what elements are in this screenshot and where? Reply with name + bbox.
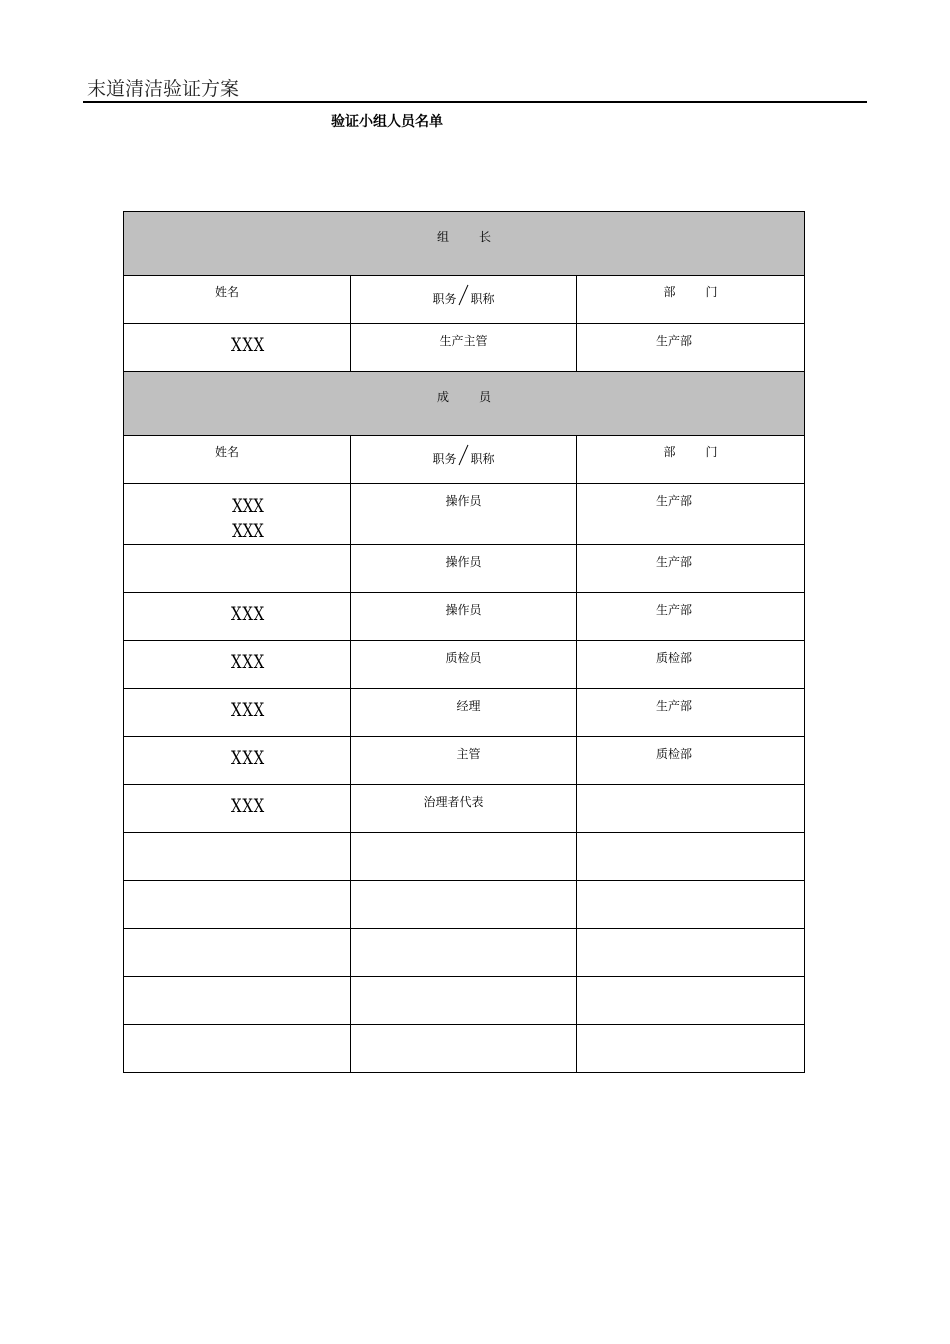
member-dept-cell bbox=[577, 737, 805, 785]
member-dept: 生产部 bbox=[656, 494, 693, 508]
table-row bbox=[124, 929, 805, 977]
member-name-cell bbox=[124, 689, 351, 737]
member-name bbox=[168, 833, 327, 843]
member-name-cell bbox=[124, 484, 351, 545]
member-name: XXX bbox=[230, 747, 266, 769]
leader-section-row bbox=[124, 212, 805, 276]
slash-divider bbox=[457, 286, 471, 306]
leader-column-header-row bbox=[124, 276, 805, 324]
leader-dept-cell bbox=[577, 324, 805, 372]
member-dept-cell bbox=[577, 689, 805, 737]
leader-name-cell bbox=[124, 324, 351, 372]
member-dept bbox=[577, 1025, 771, 1033]
member-role-cell bbox=[351, 641, 577, 689]
member-dept bbox=[577, 881, 771, 889]
column-header-name-label: 姓名 bbox=[214, 445, 239, 459]
leader-role: 生产主管 bbox=[439, 334, 488, 348]
member-dept: 生产部 bbox=[656, 603, 693, 617]
table-row bbox=[124, 545, 805, 593]
member-role-cell bbox=[351, 833, 577, 881]
member-role-cell bbox=[351, 689, 577, 737]
table-row bbox=[124, 641, 805, 689]
member-role-cell bbox=[351, 484, 577, 545]
member-name-cell bbox=[124, 929, 351, 977]
member-dept-cell bbox=[577, 833, 805, 881]
leader-section-cell bbox=[124, 212, 805, 276]
member-name: XXX bbox=[230, 699, 266, 721]
member-name-cell bbox=[124, 737, 351, 785]
column-header-name bbox=[124, 276, 351, 324]
member-role-cell bbox=[351, 1025, 577, 1073]
table-row bbox=[124, 593, 805, 641]
leader-role-cell bbox=[351, 324, 577, 372]
member-dept: 质检部 bbox=[656, 651, 693, 665]
slash-divider bbox=[457, 446, 471, 466]
member-role: 治理者代表 bbox=[423, 795, 484, 809]
member-name: XXX bbox=[230, 651, 266, 673]
member-role bbox=[351, 833, 576, 841]
column-header-name bbox=[124, 436, 351, 484]
member-name: XXX bbox=[230, 603, 266, 625]
member-name bbox=[168, 545, 327, 555]
role-label-right: 职称 bbox=[470, 292, 495, 306]
member-role: 操作员 bbox=[445, 603, 482, 617]
member-dept-cell bbox=[577, 929, 805, 977]
member-name-cell bbox=[124, 785, 351, 833]
role-label-right: 职称 bbox=[470, 452, 495, 466]
column-header-role-label bbox=[351, 436, 576, 467]
table-row bbox=[124, 737, 805, 785]
member-dept-cell bbox=[577, 785, 805, 833]
header-title: 末道清洁验证方案 bbox=[87, 78, 240, 100]
leader-section-label: 组长 bbox=[437, 230, 522, 244]
member-name-cell bbox=[124, 593, 351, 641]
member-name-cell bbox=[124, 641, 351, 689]
member-name: XXX XXX bbox=[232, 495, 264, 542]
member-dept bbox=[577, 833, 771, 841]
column-header-dept-label: 部门 bbox=[663, 445, 748, 459]
member-name-cell bbox=[124, 881, 351, 929]
member-role-cell bbox=[351, 593, 577, 641]
leader-name: XXX bbox=[230, 334, 266, 356]
table-row bbox=[124, 977, 805, 1025]
member-dept bbox=[577, 977, 771, 985]
table-row bbox=[124, 689, 805, 737]
member-role bbox=[351, 881, 576, 889]
member-name bbox=[168, 1025, 327, 1035]
table-row bbox=[124, 484, 805, 545]
member-section-row bbox=[124, 372, 805, 436]
member-dept-cell bbox=[577, 881, 805, 929]
member-section-label: 成员 bbox=[437, 390, 522, 404]
member-dept-cell bbox=[577, 484, 805, 545]
member-role-cell bbox=[351, 737, 577, 785]
leader-row bbox=[124, 324, 805, 372]
role-label-left: 职务 bbox=[432, 452, 457, 466]
member-name-cell bbox=[124, 977, 351, 1025]
member-dept bbox=[577, 785, 771, 793]
member-section-cell bbox=[124, 372, 805, 436]
table-row bbox=[124, 785, 805, 833]
member-role bbox=[351, 929, 576, 937]
document-title: 验证小组人员名单 bbox=[331, 114, 443, 130]
member-role: 经理 bbox=[456, 699, 481, 713]
leader-dept: 生产部 bbox=[656, 334, 693, 348]
member-dept-cell bbox=[577, 1025, 805, 1073]
member-name-cell bbox=[124, 545, 351, 593]
member-role: 操作员 bbox=[445, 555, 482, 569]
member-name-cell bbox=[124, 833, 351, 881]
page-header bbox=[83, 72, 867, 103]
column-header-name-label: 姓名 bbox=[214, 285, 239, 299]
member-column-header-row bbox=[124, 436, 805, 484]
member-role: 质检员 bbox=[445, 651, 482, 665]
table-row bbox=[124, 833, 805, 881]
member-name bbox=[168, 929, 327, 939]
member-dept bbox=[577, 929, 771, 937]
member-role bbox=[351, 1025, 576, 1033]
table-row bbox=[124, 881, 805, 929]
team-roster-table bbox=[123, 211, 805, 1073]
member-dept-cell bbox=[577, 977, 805, 1025]
member-dept: 生产部 bbox=[656, 555, 693, 569]
member-dept: 质检部 bbox=[656, 747, 693, 761]
member-dept-cell bbox=[577, 545, 805, 593]
member-role-cell bbox=[351, 785, 577, 833]
member-dept-cell bbox=[577, 641, 805, 689]
member-role: 操作员 bbox=[445, 494, 482, 508]
column-header-dept-label: 部门 bbox=[663, 285, 748, 299]
column-header-role bbox=[351, 436, 577, 484]
member-dept: 生产部 bbox=[656, 699, 693, 713]
role-label-left: 职务 bbox=[432, 292, 457, 306]
member-name bbox=[168, 881, 327, 891]
member-role-cell bbox=[351, 977, 577, 1025]
member-name bbox=[168, 977, 327, 987]
column-header-dept bbox=[577, 436, 805, 484]
member-name-cell bbox=[124, 1025, 351, 1073]
column-header-role bbox=[351, 276, 577, 324]
member-role-cell bbox=[351, 545, 577, 593]
member-role-cell bbox=[351, 929, 577, 977]
column-header-role-label bbox=[351, 276, 576, 307]
column-header-dept bbox=[577, 276, 805, 324]
member-role bbox=[351, 977, 576, 985]
member-role-cell bbox=[351, 881, 577, 929]
member-role: 主管 bbox=[456, 747, 481, 761]
member-dept-cell bbox=[577, 593, 805, 641]
table-row bbox=[124, 1025, 805, 1073]
member-name: XXX bbox=[230, 795, 266, 817]
